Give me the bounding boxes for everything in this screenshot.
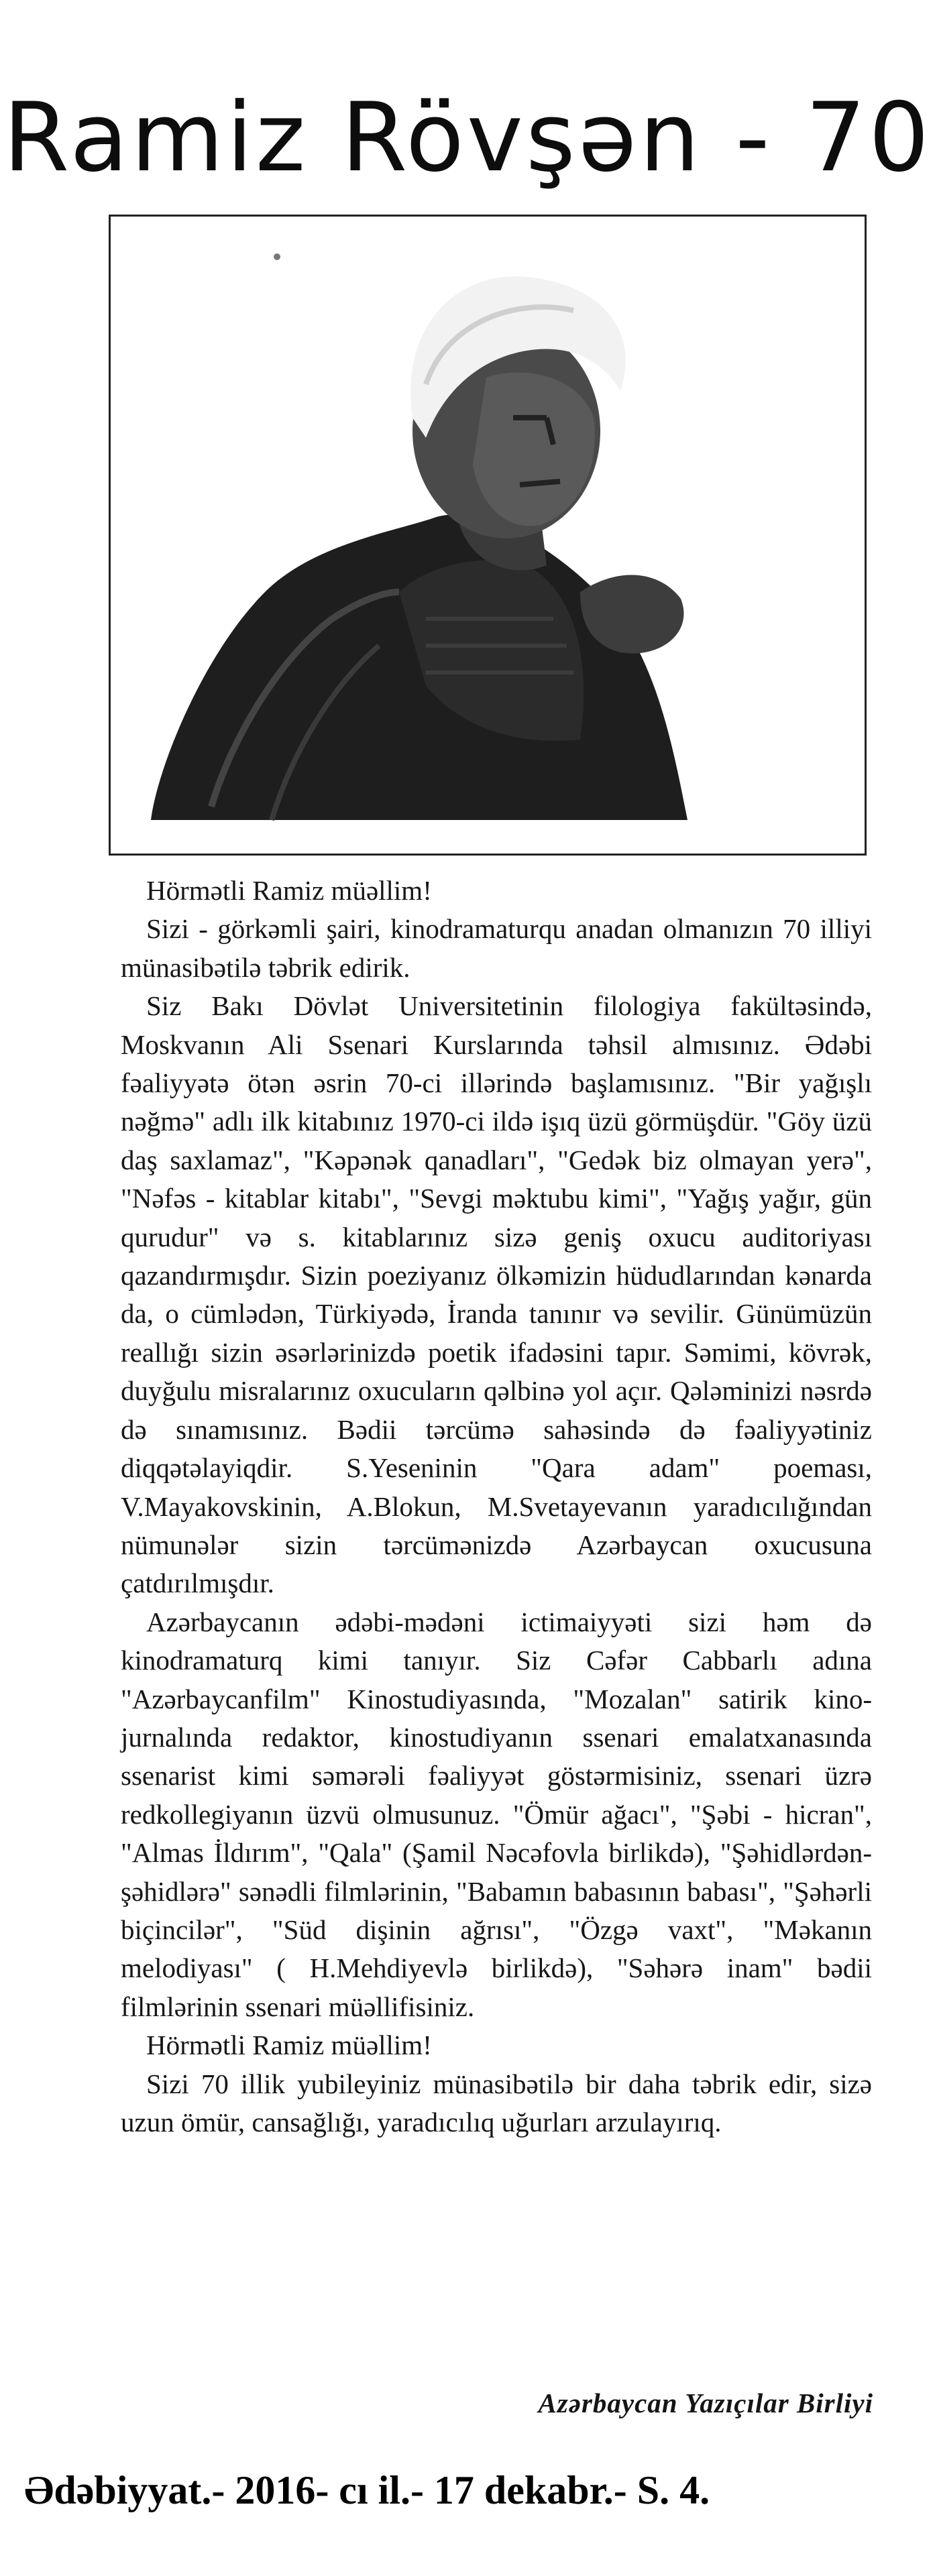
letter-closing-salutation: Hörmətli Ramiz müəllim! [146, 2030, 432, 2061]
letter-closing: Sizi 70 illik yubileyiniz münasibətilə bir daha təbrik edir, sizə uzun ömür, cansağlığı, yaradıcılıq uğurları arzulayırıq. [121, 2068, 872, 2138]
signature: Azərbaycan Yazıçılar Birliyi [538, 2388, 873, 2418]
letter-body [121, 872, 872, 2142]
source-citation: Ədəbiyyat.- 2016- cı il.- 17 dekabr.- S. 4. [24, 2468, 710, 2512]
portrait-illustration [111, 217, 865, 854]
letter-paragraph: Siz Bakı Dövlət Universitetinin filologiya fakültəsində, Moskvanın Ali Ssenari Kurslarında təhsil almısınız. Ədəbi fəaliyyətə ötən əsrin 70-ci illərində başlamısınız. "Bir yağışlı nəğmə" adlı ilk kitabınız 1970-ci ildə işıq üzü görmüşdür. "Göy üzü daş saxlamaz", "Kəpənək qanadları", "Gedək biz olmayan yerə", "Nəfəs - kitablar kitabı", "Sevgi məktubu kimi", "Yağış yağır, gün qurudur" və s. kitablarınız sizə geniş oxucu auditoriyası qazandırmışdır. Sizin poeziyanız ölkəmizin hüdudlarından kənarda da, o cümlədən, Türkiyədə, İranda tanınır və sevilir. Günümüzün reallığı sizin əsərlərinizdə poetik ifadəsini tapır. Səmimi, kövrək, duyğulu misralarınız oxucuların qəlbinə yol açır. Qələminizi nəsrdə də sınamısınız. Bədii tərcümə sahəsində də fəaliyyətiniz diqqətəlayiqdir. S.Yeseninin "Qara adam" poeması, V.Mayakovskinin, A.Blokun, M.Svetayevanın yaradıcılığından nümunələr sizin tərcümənizdə Azərbaycan oxucusuna çatdırılmışdır. [121, 990, 872, 1599]
letter-paragraph: Azərbaycanın ədəbi-mədəni ictimaiyyəti sizi həm də kinodramaturq kimi tanıyır. Siz Cəfər Cabbarlı adına "Azərbaycanfilm" Kinostudiyasında, "Mozalan" satirik kino-jurnalında redaktor, kinostudiyanın ssenari emalatxanasında ssenarist kimi səmərəli fəaliyyət göstərmisiniz, ssenari üzrə redkollegiyanın üzvü olmusunuz. "Ömür ağacı", "Şəbi - hicran", "Almas İldırım", "Qala" (Şamil Nəcəfovla birlikdə), "Şəhidlərdən-şəhidlərə" sənədli filmlərinin, "Babamın babasının babası", "Şəhərli biçincilər", "Süd dişinin ağrısı", "Özgə vaxt", "Məkanın melodiyası" ( H.Mehdiyevlə birlikdə), "Səhərə inam" bədii filmlərinin ssenari müəllifisiniz. [121, 1606, 872, 2022]
headline: Ramiz Rövşən - 70 [3, 82, 932, 194]
letter-salutation: Hörmətli Ramiz müəllim! [146, 875, 432, 906]
portrait-photo [109, 215, 867, 856]
letter-paragraph: Sizi - görkəmli şairi, kinodramaturqu anadan olmanızın 70 illiyi münasibətilə təbrik edirik. [121, 913, 872, 983]
